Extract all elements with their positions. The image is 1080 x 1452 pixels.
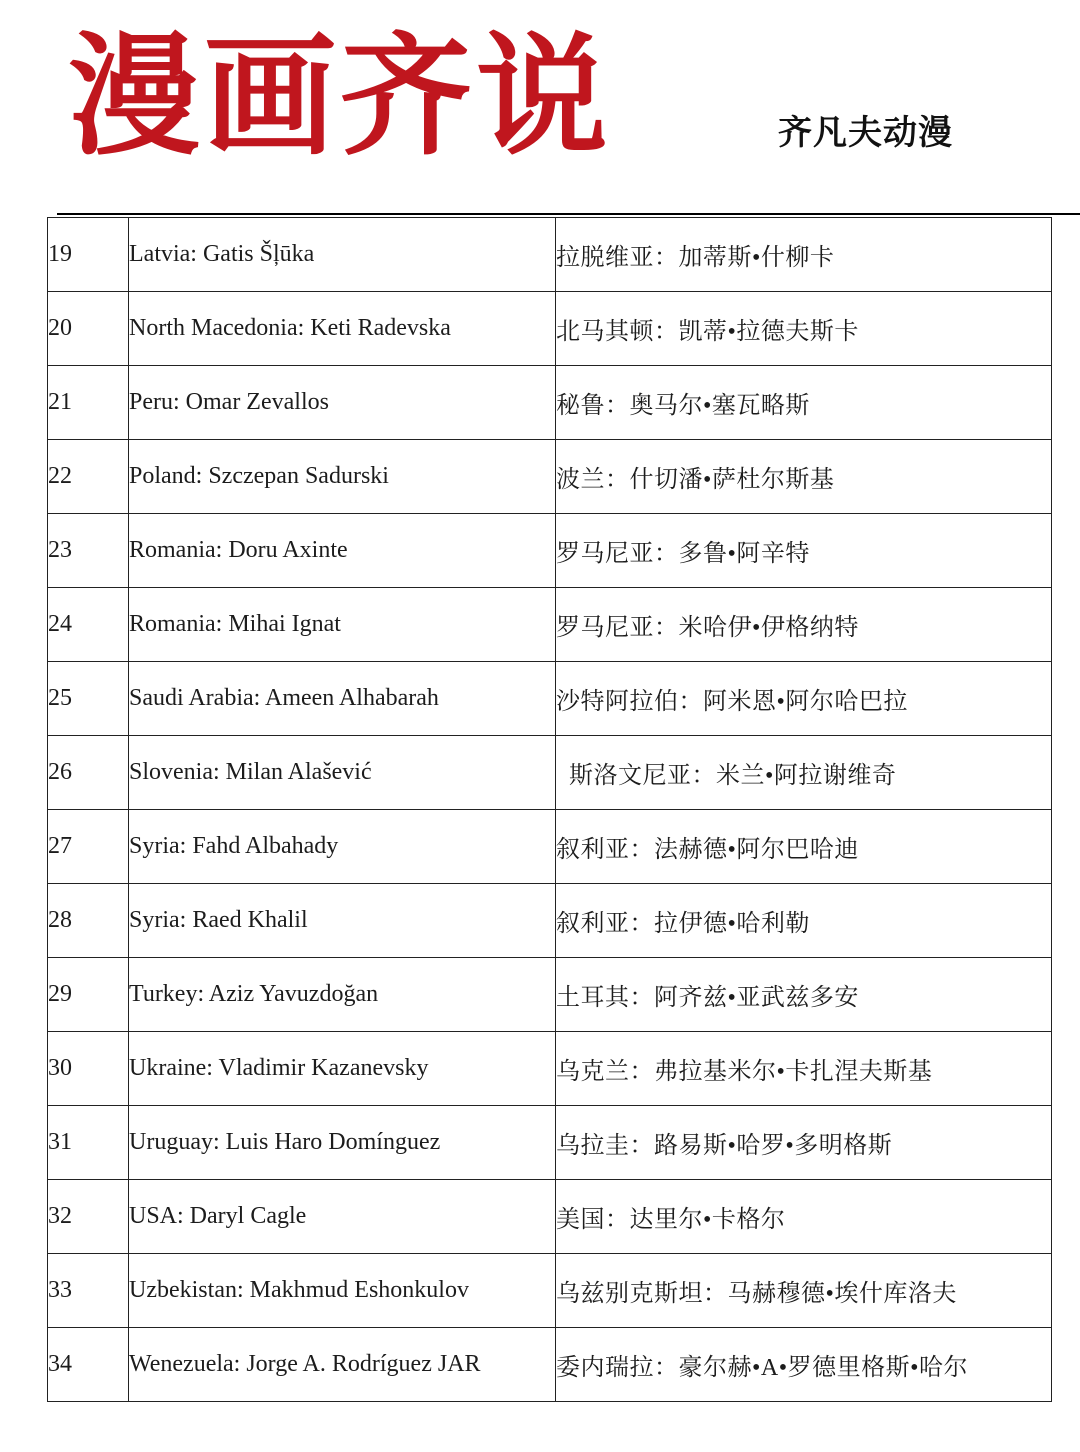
row-number: 21: [48, 366, 129, 440]
table-row: [48, 810, 1052, 884]
country-artist-zh: 叙利亚：拉伊德•哈利勒: [556, 884, 1052, 958]
brand-title: 漫画齐说: [68, 19, 612, 174]
table-row: [48, 736, 1052, 810]
country-artist-zh: 秘鲁：奥马尔•塞瓦略斯: [556, 366, 1052, 440]
country-artist-en: Slovenia: Milan Alašević: [129, 736, 556, 810]
row-number: 22: [48, 440, 129, 514]
row-number: 28: [48, 884, 129, 958]
country-artist-zh: 美国：达里尔•卡格尔: [556, 1180, 1052, 1254]
country-artist-zh: 北马其顿：凯蒂•拉德夫斯卡: [556, 292, 1052, 366]
table-row: [48, 1032, 1052, 1106]
brand-subtitle: 齐凡夫动漫: [778, 113, 953, 153]
row-number: 24: [48, 588, 129, 662]
row-number: 23: [48, 514, 129, 588]
country-artist-en: USA: Daryl Cagle: [129, 1180, 556, 1254]
table-row: [48, 218, 1052, 292]
country-artist-zh: 叙利亚：法赫德•阿尔巴哈迪: [556, 810, 1052, 884]
country-artist-zh: 乌克兰：弗拉基米尔•卡扎涅夫斯基: [556, 1032, 1052, 1106]
table-row: [48, 514, 1052, 588]
country-artist-en: Poland: Szczepan Sadurski: [129, 440, 556, 514]
row-number: 31: [48, 1106, 129, 1180]
country-artist-zh: 委内瑞拉：豪尔赫•A•罗德里格斯•哈尔: [556, 1328, 1052, 1402]
country-artist-en: Ukraine: Vladimir Kazanevsky: [129, 1032, 556, 1106]
row-number: 32: [48, 1180, 129, 1254]
country-artist-en: Syria: Fahd Albahady: [129, 810, 556, 884]
country-artist-en: Romania: Doru Axinte: [129, 514, 556, 588]
row-number: 19: [48, 218, 129, 292]
header-divider: [57, 213, 1080, 215]
row-number: 33: [48, 1254, 129, 1328]
row-number: 27: [48, 810, 129, 884]
table-row: [48, 958, 1052, 1032]
country-artist-zh: 罗马尼亚：米哈伊•伊格纳特: [556, 588, 1052, 662]
row-number: 30: [48, 1032, 129, 1106]
row-number: 29: [48, 958, 129, 1032]
country-artist-zh: 沙特阿拉伯：阿米恩•阿尔哈巴拉: [556, 662, 1052, 736]
country-artist-zh: 乌兹别克斯坦：马赫穆德•埃什库洛夫: [556, 1254, 1052, 1328]
table-row: [48, 662, 1052, 736]
country-artist-en: Uzbekistan: Makhmud Eshonkulov: [129, 1254, 556, 1328]
country-artist-zh: 斯洛文尼亚：米兰•阿拉谢维奇: [556, 736, 1052, 810]
table-row: [48, 440, 1052, 514]
country-artist-en: Peru: Omar Zevallos: [129, 366, 556, 440]
cartoonist-table: [47, 217, 1052, 1402]
country-artist-en: Latvia: Gatis Šļūka: [129, 218, 556, 292]
country-artist-en: North Macedonia: Keti Radevska: [129, 292, 556, 366]
country-artist-zh: 波兰：什切潘•萨杜尔斯基: [556, 440, 1052, 514]
country-artist-zh: 罗马尼亚：多鲁•阿辛特: [556, 514, 1052, 588]
table-row: [48, 1254, 1052, 1328]
row-number: 34: [48, 1328, 129, 1402]
country-artist-zh: 土耳其：阿齐兹•亚武兹多安: [556, 958, 1052, 1032]
country-artist-zh: 拉脱维亚：加蒂斯•什柳卡: [556, 218, 1052, 292]
country-artist-en: Romania: Mihai Ignat: [129, 588, 556, 662]
country-artist-en: Wenezuela: Jorge A. Rodríguez JAR: [129, 1328, 556, 1402]
table-row: [48, 1328, 1052, 1402]
table-row: [48, 884, 1052, 958]
table-row: [48, 366, 1052, 440]
row-number: 26: [48, 736, 129, 810]
page-header: [0, 0, 1080, 214]
row-number: 25: [48, 662, 129, 736]
country-artist-zh: 乌拉圭：路易斯•哈罗•多明格斯: [556, 1106, 1052, 1180]
table-row: [48, 588, 1052, 662]
row-number: 20: [48, 292, 129, 366]
table-row: [48, 292, 1052, 366]
cartoonist-table-body: [48, 218, 1052, 1402]
country-artist-en: Turkey: Aziz Yavuzdoğan: [129, 958, 556, 1032]
country-artist-en: Uruguay: Luis Haro Domínguez: [129, 1106, 556, 1180]
country-artist-en: Syria: Raed Khalil: [129, 884, 556, 958]
table-row: [48, 1180, 1052, 1254]
country-artist-en: Saudi Arabia: Ameen Alhabarah: [129, 662, 556, 736]
table-row: [48, 1106, 1052, 1180]
